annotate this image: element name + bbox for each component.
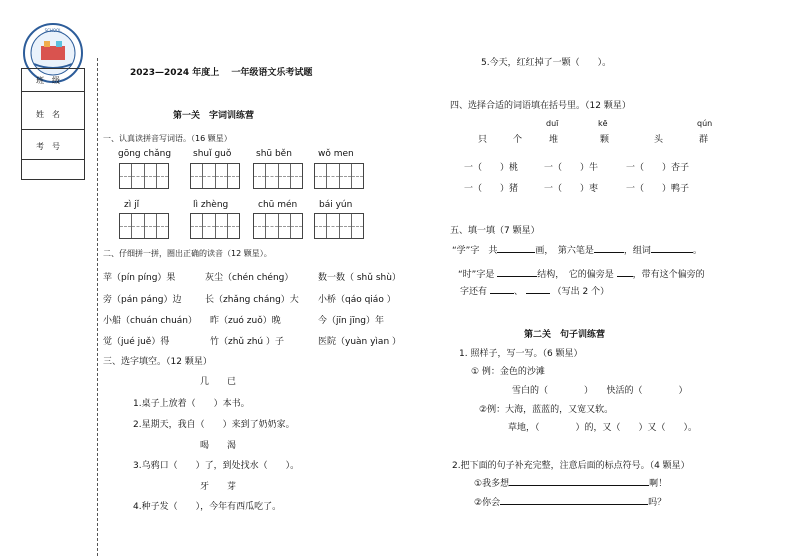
p1-heading: 1. 照样子，写一写。（6 颗星） <box>459 349 583 359</box>
complete-1-text: 啊！ <box>649 479 668 489</box>
word-option: 只 <box>478 135 488 145</box>
logo-text: SCHOOL <box>44 28 62 33</box>
q5-line2-text: “时”字是 <box>458 270 495 280</box>
q4-heading: 四、选择合适的词语填在括号里。（12 颗星） <box>450 101 631 111</box>
q5-line1-text: ，组词 <box>623 246 651 256</box>
writing-grid[interactable] <box>119 213 169 239</box>
pinyin-3: shū běn <box>256 149 292 159</box>
complete-1-text: ①我多想 <box>474 479 510 489</box>
pinyin-7: chū mén <box>258 200 298 210</box>
char-pair: 几 已 <box>200 377 237 387</box>
sentence-3: 3.乌鸦口（ ）了，到处找水（ ）。 <box>133 461 300 471</box>
choice-item[interactable]: 觉（jué juě）得 <box>103 337 170 347</box>
pinyin-2: shuǐ guǒ <box>193 149 232 159</box>
pinyin-qun: qún <box>697 119 713 128</box>
word-option: 头 <box>654 135 664 145</box>
blank[interactable] <box>651 243 693 253</box>
q5-line3-text: （写出 2 个） <box>552 287 610 297</box>
blank[interactable] <box>500 495 648 505</box>
writing-grid[interactable] <box>119 163 169 189</box>
writing-grid[interactable] <box>253 163 303 189</box>
fill-item[interactable]: 一（ ）桃 <box>464 163 519 173</box>
writing-grid[interactable] <box>314 163 364 189</box>
q5-line2-text: 结构， 它的偏旁是 <box>537 270 614 280</box>
choice-item[interactable]: 竹（zhǔ zhú ）子 <box>210 337 284 347</box>
choice-item[interactable]: 灰尘（chén chéng） <box>205 273 294 283</box>
complete-2-text: ②你会 <box>474 498 501 508</box>
fill-item[interactable]: 一（ ）枣 <box>544 184 599 194</box>
fill-item[interactable]: 一（ ）鸭子 <box>626 184 690 194</box>
blank[interactable] <box>497 243 535 253</box>
writing-grid[interactable] <box>314 213 364 239</box>
pinyin-5: zì jǐ <box>124 200 140 210</box>
example-1: ① 例：金色的沙滩 <box>471 367 545 377</box>
choice-item[interactable]: 医院（yuàn yìan ） <box>318 337 402 347</box>
fill-item[interactable]: 一（ ）猪 <box>464 184 519 194</box>
blank[interactable] <box>490 284 514 294</box>
fill-item[interactable]: 一（ ）牛 <box>544 163 599 173</box>
writing-grid[interactable] <box>190 163 240 189</box>
q1-heading: 一、认真读拼音写词语。（16 颗星） <box>103 134 232 143</box>
writing-grid[interactable] <box>190 213 240 239</box>
q5-line3-text: 字还有 <box>460 287 488 297</box>
choice-item[interactable]: 小桥（qáo qiáo ） <box>318 295 396 305</box>
pinyin-6: lì zhèng <box>193 200 229 210</box>
q5-line-2 <box>458 267 705 280</box>
choice-item[interactable]: 长（zhǎng cháng）大 <box>205 295 299 305</box>
q2-heading: 二、仔细拼一拼，圈出正确的读音（12 颗星）。 <box>103 249 272 258</box>
pinyin-8: bái yún <box>319 200 353 210</box>
complete-2-text: 吗？ <box>648 498 667 508</box>
student-info-box <box>21 68 85 180</box>
pinyin-1: gōng chǎng <box>118 149 172 159</box>
complete-1 <box>474 476 667 489</box>
blank[interactable] <box>497 267 537 277</box>
choice-item[interactable]: 苹（pín píng）果 <box>103 273 176 283</box>
word-option: 堆 <box>549 135 559 145</box>
pinyin-ke: kē <box>598 119 608 128</box>
q5-line-1 <box>452 243 702 256</box>
q5-line1-text: 画， 第六笔是 <box>535 246 594 256</box>
choice-item[interactable]: 昨（zuó zuǒ）晚 <box>210 316 281 326</box>
exam-number-label: 考 号 <box>36 142 60 151</box>
choice-item[interactable]: 数一数（ shǔ shù） <box>318 273 401 283</box>
q3-heading: 三、选字填空。（12 颗星） <box>103 357 212 367</box>
q5-line-3 <box>460 284 609 297</box>
choice-item[interactable]: 旁（pán páng）边 <box>103 295 182 305</box>
example-2-fill[interactable]: 草地，（ ）的，又（ ）又（ ）。 <box>508 423 698 433</box>
sentence-1: 1.桌子上放着（ ）本书。 <box>133 399 250 409</box>
word-option: 颗 <box>600 135 610 145</box>
blank[interactable] <box>594 243 624 253</box>
name-label: 姓 名 <box>36 110 60 119</box>
exam-title: 2023—2024 年度上 一年级语文乐考试题 <box>130 68 313 78</box>
q5-heading: 五、填一填（7 颗星） <box>450 226 540 236</box>
sentence-4: 4.种子发（ ），今年有西瓜吃了。 <box>133 502 282 512</box>
q5-line3-text: 、 <box>513 287 523 297</box>
blank[interactable] <box>509 476 649 486</box>
q5-line1-text: 。 <box>692 246 702 256</box>
section2-title: 第二关 句子训练营 <box>524 330 606 340</box>
p2-heading: 2.把下面的句子补充完整，注意后面的标点符号。（4 颗星） <box>452 461 690 471</box>
writing-grid[interactable] <box>253 213 303 239</box>
sentence-5: 5.今天，红红掉了一颗（ ）。 <box>481 58 612 68</box>
word-option: 群 <box>699 135 709 145</box>
word-option: 个 <box>513 135 523 145</box>
choice-item[interactable]: 今（jīn jīng）年 <box>318 316 384 326</box>
sentence-2: 2.星期天，我自（ ）来到了奶奶家。 <box>133 420 295 430</box>
char-pair: 牙 芽 <box>200 482 237 492</box>
pinyin-4: wǒ men <box>318 149 354 159</box>
example-2: ②例：大海，蓝蓝的，又宽又软。 <box>479 405 614 415</box>
complete-2 <box>474 495 666 508</box>
q5-line2-text: ，带有这个偏旁的 <box>632 270 705 280</box>
char-pair: 喝 渴 <box>200 441 237 451</box>
blank[interactable] <box>617 267 633 277</box>
q5-line1-text: “学”字 共 <box>452 246 498 256</box>
blank[interactable] <box>526 284 550 294</box>
pinyin-dui: duī <box>546 119 559 128</box>
fill-item[interactable]: 一（ ）杏子 <box>626 163 690 173</box>
class-label: 班 级 <box>36 76 60 85</box>
choice-item[interactable]: 小船（chuán chuán） <box>103 316 198 326</box>
section1-title: 第一关 字词训练营 <box>173 111 255 121</box>
binding-dashed-line <box>97 58 98 556</box>
example-1-fill[interactable]: 雪白的（ ） 快活的（ ） <box>512 386 688 396</box>
